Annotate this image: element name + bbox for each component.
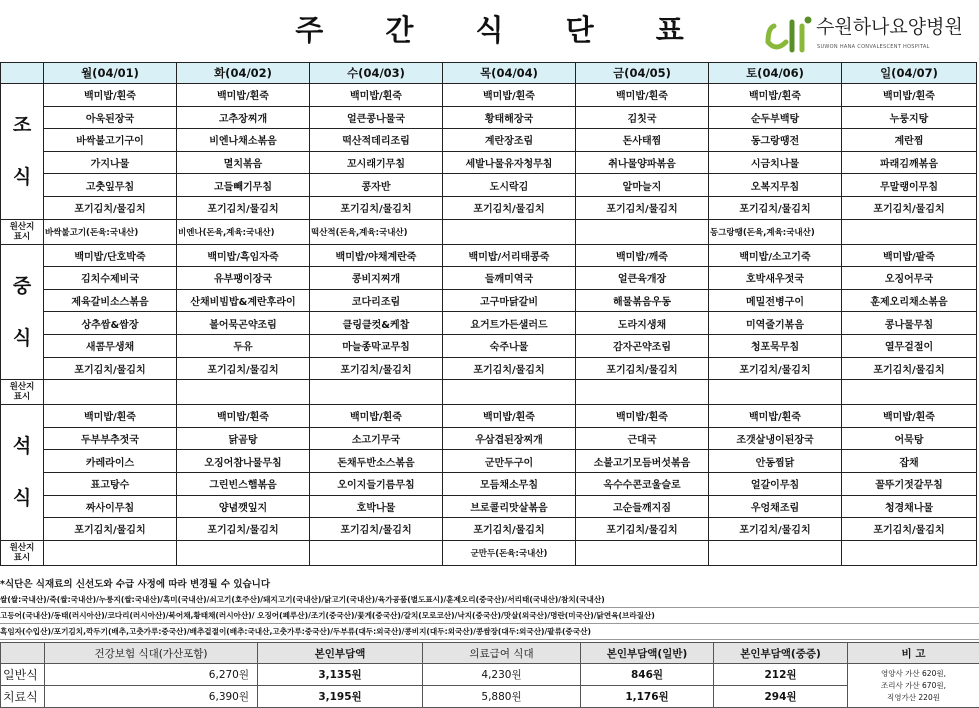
origin-cell bbox=[443, 380, 576, 405]
dish-cell: 오이지들기름무침 bbox=[310, 472, 443, 495]
cost-value: 3,195원 bbox=[258, 686, 423, 708]
dinner-row bbox=[1, 405, 977, 428]
dish-cell: 김칫국 bbox=[576, 106, 709, 129]
dish-cell: 백미밥/흰죽 bbox=[310, 405, 443, 428]
dish-cell: 백미밥/흰죽 bbox=[709, 405, 842, 428]
dish-cell: 군만두구이 bbox=[443, 450, 576, 473]
dish-cell: 콩나물무침 bbox=[842, 312, 977, 335]
cost-value: 1,176원 bbox=[581, 686, 714, 708]
dish-cell: 잡채 bbox=[842, 450, 977, 473]
dish-cell: 열무겉절이 bbox=[842, 334, 977, 357]
dish-cell: 포기김치/물김치 bbox=[443, 518, 576, 541]
cost-remark-line: 조리사 가산 670원, bbox=[881, 680, 946, 690]
lunch-label: 중 식 bbox=[1, 244, 44, 380]
origin-cell: 비엔나(돈육,계육:국내산) bbox=[177, 219, 310, 244]
origin-cell bbox=[44, 380, 177, 405]
dish-cell: 바싹불고기구이 bbox=[44, 129, 177, 152]
corner-cell bbox=[1, 63, 44, 84]
dish-cell: 가지나물 bbox=[44, 151, 177, 174]
dinner-row bbox=[1, 495, 977, 518]
origin-cell bbox=[842, 219, 977, 244]
dish-cell: 포기김치/물김치 bbox=[44, 196, 177, 219]
cost-row-regular bbox=[1, 664, 979, 686]
dish-cell: 청포묵무침 bbox=[709, 334, 842, 357]
dinner-row bbox=[1, 472, 977, 495]
cost-row-therapeutic bbox=[1, 686, 979, 708]
lunch-row bbox=[1, 312, 977, 335]
origin-note-line: 쌀(쌀:국내산)/죽(쌀:국내산)/누룽지(쌀:국내산)/흑미(국내산)/쇠고기(호주산)/돼지고기(국내산)/닭고기(국내산)/육가공품(별도표시)/훈제오리(중국산)/서리태(국내산)/참치(국내산) bbox=[0, 592, 979, 608]
lunch-row bbox=[1, 334, 977, 357]
origin-cell bbox=[709, 380, 842, 405]
dish-cell: 카레라이스 bbox=[44, 450, 177, 473]
dish-cell: 백미밥/흰죽 bbox=[576, 405, 709, 428]
dish-cell: 김치수제비국 bbox=[44, 267, 177, 290]
breakfast-row bbox=[1, 84, 977, 107]
dish-cell: 옥수수콘코울슬로 bbox=[576, 472, 709, 495]
dish-cell: 황태해장국 bbox=[443, 106, 576, 129]
dish-cell: 호박나물 bbox=[310, 495, 443, 518]
lunch-row bbox=[1, 267, 977, 290]
dish-cell: 순두부백탕 bbox=[709, 106, 842, 129]
cost-row-label: 일반식 bbox=[1, 664, 45, 686]
day-header: 월(04/01) bbox=[44, 63, 177, 84]
breakfast-row bbox=[1, 151, 977, 174]
notes-section bbox=[0, 578, 979, 640]
dish-cell: 백미밥/깨죽 bbox=[576, 244, 709, 267]
dish-cell: 포기김치/물김치 bbox=[310, 518, 443, 541]
dish-cell: 제육갈비소스볶음 bbox=[44, 289, 177, 312]
dish-cell: 비엔나채소볶음 bbox=[177, 129, 310, 152]
lunch-row bbox=[1, 357, 977, 380]
dish-cell: 백미밥/흰죽 bbox=[842, 84, 977, 107]
cost-header-row bbox=[1, 643, 979, 664]
dish-cell: 백미밥/야채계란죽 bbox=[310, 244, 443, 267]
dish-cell: 우삼겹된장찌개 bbox=[443, 427, 576, 450]
origin-cell: 바싹불고기(돈육:국내산) bbox=[44, 219, 177, 244]
dish-cell: 두유 bbox=[177, 334, 310, 357]
dish-cell: 포기김치/물김치 bbox=[177, 357, 310, 380]
dish-cell: 마늘종막교무침 bbox=[310, 334, 443, 357]
origin-label: 원산지 표시 bbox=[1, 380, 44, 405]
dish-cell: 백미밥/서리태콩죽 bbox=[443, 244, 576, 267]
dish-cell: 고추장찌개 bbox=[177, 106, 310, 129]
meal-cost-table bbox=[0, 642, 979, 708]
dish-cell: 얼큰육개장 bbox=[576, 267, 709, 290]
dish-cell: 백미밥/흑임자죽 bbox=[177, 244, 310, 267]
dish-cell: 두부부추젓국 bbox=[44, 427, 177, 450]
cost-header-cell: 본인부담액(중증) bbox=[714, 643, 848, 664]
dish-cell: 포기김치/물김치 bbox=[576, 357, 709, 380]
dish-cell: 해물볶음우동 bbox=[576, 289, 709, 312]
dish-cell: 상추쌈&쌈장 bbox=[44, 312, 177, 335]
origin-cell bbox=[44, 540, 177, 565]
dish-cell: 훈제오리채소볶음 bbox=[842, 289, 977, 312]
day-header: 일(04/07) bbox=[842, 63, 977, 84]
dish-cell: 모듬채소무침 bbox=[443, 472, 576, 495]
origin-cell bbox=[709, 540, 842, 565]
dish-cell: 콩자반 bbox=[310, 174, 443, 197]
day-header: 토(04/06) bbox=[709, 63, 842, 84]
day-header: 수(04/03) bbox=[310, 63, 443, 84]
origin-cell bbox=[177, 540, 310, 565]
origin-note-line: 흑임자(수입산)/포기김치,깍두기(배추,고춧가루:중국산)/배추겉절이(배추:국내산,고춧가루:중국산)/두부류(대두:외국산)/콩비지(대두:외국산)/콩쌈장(대두:외국산)/팥류(중국산) bbox=[0, 624, 979, 640]
dish-cell: 고들빼기무침 bbox=[177, 174, 310, 197]
cost-value: 846원 bbox=[581, 664, 714, 686]
dish-cell: 조갯살냉이된장국 bbox=[709, 427, 842, 450]
dish-cell: 소불고기모듬버섯볶음 bbox=[576, 450, 709, 473]
page-title: 주 간 식 단 표 bbox=[295, 13, 710, 47]
dish-cell: 표고탕수 bbox=[44, 472, 177, 495]
dish-cell: 포기김치/물김치 bbox=[709, 196, 842, 219]
dish-cell: 백미밥/흰죽 bbox=[443, 84, 576, 107]
dish-cell: 닭곰탕 bbox=[177, 427, 310, 450]
cost-corner-cell bbox=[1, 643, 45, 664]
dish-cell: 오복지무침 bbox=[709, 174, 842, 197]
dish-cell: 고구마닭갈비 bbox=[443, 289, 576, 312]
origin-cell bbox=[576, 219, 709, 244]
dish-cell: 포기김치/물김치 bbox=[443, 196, 576, 219]
hospital-name-english: SUWON HANA CONVALESCENT HOSPITAL bbox=[817, 44, 930, 50]
dish-cell: 포기김치/물김치 bbox=[177, 518, 310, 541]
origin-cell: 군만두(돈육:국내산) bbox=[443, 540, 576, 565]
dish-cell: 세발나물유자청무침 bbox=[443, 151, 576, 174]
dish-cell: 고춧잎무침 bbox=[44, 174, 177, 197]
dish-cell: 백미밥/소고기죽 bbox=[709, 244, 842, 267]
dinner-row bbox=[1, 518, 977, 541]
dish-cell: 코다리조림 bbox=[310, 289, 443, 312]
dish-cell: 들깨미역국 bbox=[443, 267, 576, 290]
dish-cell: 양념깻잎지 bbox=[177, 495, 310, 518]
dish-cell: 누룽지탕 bbox=[842, 106, 977, 129]
cost-header-cell: 의료급여 식대 bbox=[423, 643, 581, 664]
dish-cell: 포기김치/물김치 bbox=[709, 357, 842, 380]
origin-label: 원산지 표시 bbox=[1, 540, 44, 565]
day-header: 금(04/05) bbox=[576, 63, 709, 84]
origin-cell bbox=[842, 540, 977, 565]
dish-cell: 소고기무국 bbox=[310, 427, 443, 450]
dish-cell: 볼어묵곤약조림 bbox=[177, 312, 310, 335]
lunch-row bbox=[1, 244, 977, 267]
dish-cell: 어묵탕 bbox=[842, 427, 977, 450]
dish-cell: 포기김치/물김치 bbox=[310, 196, 443, 219]
cost-value: 4,230원 bbox=[423, 664, 581, 686]
origin-cell bbox=[576, 380, 709, 405]
dish-cell: 근대국 bbox=[576, 427, 709, 450]
dish-cell: 클링클컷&케찹 bbox=[310, 312, 443, 335]
dish-cell: 브로콜리맛살볶음 bbox=[443, 495, 576, 518]
dish-cell: 포기김치/물김치 bbox=[310, 357, 443, 380]
cost-value: 3,135원 bbox=[258, 664, 423, 686]
breakfast-row bbox=[1, 106, 977, 129]
dish-cell: 계란찜 bbox=[842, 129, 977, 152]
cost-value: 212원 bbox=[714, 664, 848, 686]
breakfast-origin-row bbox=[1, 219, 977, 244]
dish-cell: 미역줄기볶음 bbox=[709, 312, 842, 335]
hospital-name: 수원하나요양병원 bbox=[816, 17, 963, 38]
origin-note-line: 고등어(국내산)/동태(러시아산)/코다리(러시아산)/북어채,황태채(러시아산)/ 오징어(페루산)/조기(중국산)/꽃게(중국산)/갈치(모로코산)/낙지(중국산)/맛살(외국산)/명란(미국산)/닭연육(브라질산) bbox=[0, 608, 979, 624]
dinner-row bbox=[1, 427, 977, 450]
dish-cell: 포기김치/물김치 bbox=[44, 518, 177, 541]
dish-cell: 백미밥/흰죽 bbox=[842, 405, 977, 428]
dish-cell: 호박새우젓국 bbox=[709, 267, 842, 290]
cost-value: 5,880원 bbox=[423, 686, 581, 708]
dish-cell: 무말랭이무침 bbox=[842, 174, 977, 197]
dish-cell: 떡산적데리조림 bbox=[310, 129, 443, 152]
dish-cell: 산채비빔밥&계란후라이 bbox=[177, 289, 310, 312]
origin-cell bbox=[443, 219, 576, 244]
dish-cell: 백미밥/흰죽 bbox=[44, 84, 177, 107]
dish-cell: 백미밥/흰죽 bbox=[44, 405, 177, 428]
dish-cell: 포기김치/물김치 bbox=[842, 518, 977, 541]
menu-change-notice: *식단은 식재료의 신선도와 수급 사정에 따라 변경될 수 있습니다 bbox=[0, 579, 271, 590]
day-header-row bbox=[1, 63, 977, 84]
cost-header-cell: 본인부담액 bbox=[258, 643, 423, 664]
dish-cell: 백미밥/단호박죽 bbox=[44, 244, 177, 267]
dish-cell: 얼갈이무침 bbox=[709, 472, 842, 495]
dish-cell: 콩비지찌개 bbox=[310, 267, 443, 290]
dish-cell: 돈사태찜 bbox=[576, 129, 709, 152]
cost-remark bbox=[848, 664, 979, 708]
dish-cell: 포기김치/물김치 bbox=[443, 357, 576, 380]
breakfast-label: 조 식 bbox=[1, 84, 44, 220]
dish-cell: 포기김치/물김치 bbox=[842, 357, 977, 380]
dish-cell: 취나물양파볶음 bbox=[576, 151, 709, 174]
dish-cell: 포기김치/물김치 bbox=[44, 357, 177, 380]
cost-value: 6,270원 bbox=[45, 664, 258, 686]
dish-cell: 돈채두반소스볶음 bbox=[310, 450, 443, 473]
dish-cell: 파래김깨볶음 bbox=[842, 151, 977, 174]
dish-cell: 유부팽이장국 bbox=[177, 267, 310, 290]
breakfast-row bbox=[1, 174, 977, 197]
dish-cell: 우엉채조림 bbox=[709, 495, 842, 518]
dish-cell: 고순들깨지짐 bbox=[576, 495, 709, 518]
origin-cell bbox=[310, 540, 443, 565]
cost-row-label: 치료식 bbox=[1, 686, 45, 708]
day-header: 목(04/04) bbox=[443, 63, 576, 84]
dish-cell: 백미밥/팥죽 bbox=[842, 244, 977, 267]
origin-cell bbox=[842, 380, 977, 405]
dish-cell: 포기김치/물김치 bbox=[576, 518, 709, 541]
dish-cell: 계란장조림 bbox=[443, 129, 576, 152]
lunch-origin-row bbox=[1, 380, 977, 405]
dish-cell: 오징어참나물무침 bbox=[177, 450, 310, 473]
dinner-origin-row bbox=[1, 540, 977, 565]
dish-cell: 시금치나물 bbox=[709, 151, 842, 174]
dish-cell: 포기김치/물김치 bbox=[842, 196, 977, 219]
cost-remark-line: 직영가산 220원 bbox=[887, 692, 940, 702]
dish-cell: 짜사이무침 bbox=[44, 495, 177, 518]
weekly-menu-table bbox=[0, 62, 977, 566]
cost-remark-line: 영양사 가산 620원, bbox=[881, 668, 946, 678]
dish-cell: 동그랑땡전 bbox=[709, 129, 842, 152]
dish-cell: 얼큰콩나물국 bbox=[310, 106, 443, 129]
dish-cell: 메밀전병구이 bbox=[709, 289, 842, 312]
origin-cell bbox=[177, 380, 310, 405]
cost-value: 6,390원 bbox=[45, 686, 258, 708]
dish-cell: 안동찜닭 bbox=[709, 450, 842, 473]
dish-cell: 요거트가든샐러드 bbox=[443, 312, 576, 335]
dish-cell: 포기김치/물김치 bbox=[576, 196, 709, 219]
origin-cell bbox=[576, 540, 709, 565]
dish-cell: 백미밥/흰죽 bbox=[443, 405, 576, 428]
cost-header-cell: 본인부담액(일반) bbox=[581, 643, 714, 664]
dish-cell: 백미밥/흰죽 bbox=[310, 84, 443, 107]
dish-cell: 아욱된장국 bbox=[44, 106, 177, 129]
dish-cell: 백미밥/흰죽 bbox=[709, 84, 842, 107]
dish-cell: 오징어무국 bbox=[842, 267, 977, 290]
dish-cell: 새콤무생채 bbox=[44, 334, 177, 357]
dish-cell: 꼴뚜기젓갈무침 bbox=[842, 472, 977, 495]
cost-value: 294원 bbox=[714, 686, 848, 708]
dish-cell: 포기김치/물김치 bbox=[709, 518, 842, 541]
origin-label: 원산지 표시 bbox=[1, 219, 44, 244]
cost-header-cell: 건강보험 식대(가산포함) bbox=[45, 643, 258, 664]
day-header: 화(04/02) bbox=[177, 63, 310, 84]
dish-cell: 백미밥/흰죽 bbox=[177, 84, 310, 107]
breakfast-row bbox=[1, 129, 977, 152]
dish-cell: 도시락김 bbox=[443, 174, 576, 197]
dish-cell: 꼬시래기무침 bbox=[310, 151, 443, 174]
origin-cell: 떡산적(돈육,계육:국내산) bbox=[310, 219, 443, 244]
dish-cell: 도라지생채 bbox=[576, 312, 709, 335]
dinner-label: 석 식 bbox=[1, 405, 44, 541]
breakfast-row bbox=[1, 196, 977, 219]
dish-cell: 백미밥/흰죽 bbox=[576, 84, 709, 107]
dish-cell: 포기김치/물김치 bbox=[177, 196, 310, 219]
dish-cell: 알마늘지 bbox=[576, 174, 709, 197]
dish-cell: 그린빈스햄볶음 bbox=[177, 472, 310, 495]
lunch-row bbox=[1, 289, 977, 312]
origin-cell: 동그랑땡(돈육,계육:국내산) bbox=[709, 219, 842, 244]
dish-cell: 백미밥/흰죽 bbox=[177, 405, 310, 428]
dish-cell: 숙주나물 bbox=[443, 334, 576, 357]
dish-cell: 감자곤약조림 bbox=[576, 334, 709, 357]
dish-cell: 청경채나물 bbox=[842, 495, 977, 518]
header bbox=[0, 0, 979, 62]
cost-header-cell: 비 고 bbox=[848, 643, 979, 664]
origin-cell bbox=[310, 380, 443, 405]
dinner-row bbox=[1, 450, 977, 473]
dish-cell: 멸치볶음 bbox=[177, 151, 310, 174]
